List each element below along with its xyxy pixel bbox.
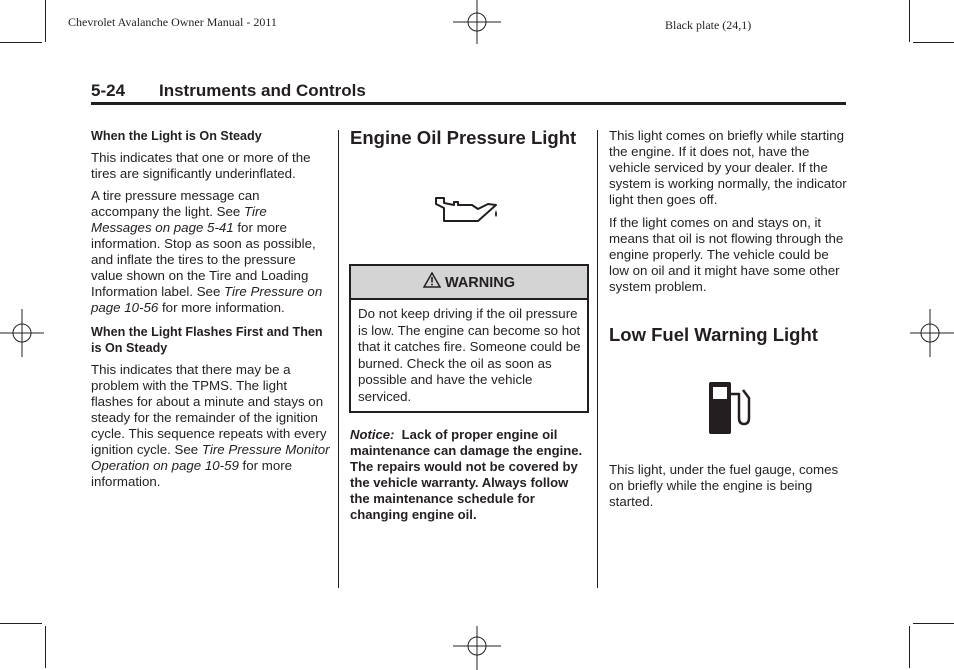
- warning-label: WARNING: [444, 275, 516, 291]
- column-left: [91, 128, 331, 496]
- paragraph: This indicates that one or more of the tires are significantly underinflated.: [91, 150, 311, 181]
- notice-text: Lack of proper engine oil maintenance can damage the engine. The repairs would not be covered by the vehicle warranty. Always follow the maintenance schedule for changing engine oil.: [350, 427, 583, 522]
- notice-label: Notice:: [350, 427, 395, 442]
- registration-mark-icon: [906, 309, 954, 357]
- warning-text: Do not keep driving if the oil pressure is low. The engine can become so hot that it catches fire. Someone could be burned. Check the oil as soon as possible and have the vehicle serviced.: [358, 306, 581, 404]
- plate-label: Black plate (24,1): [665, 18, 752, 32]
- cross-reference-link[interactable]: Tire Messages on page 5-41: [91, 204, 267, 235]
- section-heading: Low Fuel Warning Light: [609, 324, 818, 345]
- column-divider: [338, 130, 339, 588]
- cross-reference-link[interactable]: Tire Pressure on page 10-56: [91, 284, 323, 315]
- notice-paragraph: [350, 427, 586, 523]
- page-number: 5-24: [91, 81, 126, 100]
- crop-mark: [45, 626, 46, 668]
- warning-box: [349, 264, 589, 413]
- crop-mark: [0, 42, 42, 43]
- section-header: [91, 80, 846, 105]
- crop-mark: [913, 42, 954, 43]
- crop-mark: [0, 623, 42, 624]
- paragraph: This light, under the fuel gauge, comes on briefly while the engine is being started.: [609, 462, 839, 509]
- crop-mark: [909, 626, 910, 668]
- column-right: [609, 128, 849, 301]
- oil-can-icon: [434, 195, 500, 225]
- cross-reference-link[interactable]: Tire Pressure Monitor Operation on page 10-59: [91, 442, 330, 473]
- registration-mark-icon: [0, 309, 48, 357]
- registration-mark-icon: [453, 0, 501, 48]
- paragraph: If the light comes on and stays on, it means that oil is not flowing through the engine properly. The vehicle could be low on oil and it might have some other system problem.: [609, 215, 844, 294]
- subheading: When the Light is On Steady: [91, 129, 262, 143]
- column-divider: [597, 130, 598, 588]
- fuel-pump-icon: [705, 380, 755, 436]
- paragraph: This light comes on briefly while starting the engine. If it does not, have the vehicle serviced by your dealer. If the system is working normally, the indicator light then goes off.: [609, 128, 847, 207]
- subheading: When the Light Flashes First and Then is On Steady: [91, 325, 323, 355]
- warning-header: [351, 266, 587, 300]
- manual-title: Chevrolet Avalanche Owner Manual - 2011: [68, 15, 277, 29]
- paragraph: This indicates that there may be a problem with the TPMS. The light flashes for about a minute and stays on steady for the remainder of the ignition cycle. This sequence repeats with every ignition cycle. See Tire Pressure Monitor Operation on page 10-59 for more information.: [91, 362, 330, 489]
- section-title: Instruments and Controls: [159, 81, 366, 100]
- warning-triangle-icon: [423, 272, 441, 288]
- paragraph: A tire pressure message can accompany the light. See Tire Messages on page 5-41 for more information. Stop as soon as possible, and inflate the tires to the pressure value shown on the Tire and Loading Information label. See Tire Pressure on page 10-56 for more information.: [91, 188, 323, 315]
- section-heading: Engine Oil Pressure Light: [350, 127, 577, 148]
- registration-mark-icon: [453, 622, 501, 670]
- crop-mark: [45, 0, 46, 42]
- crop-mark: [909, 0, 910, 42]
- crop-mark: [913, 623, 954, 624]
